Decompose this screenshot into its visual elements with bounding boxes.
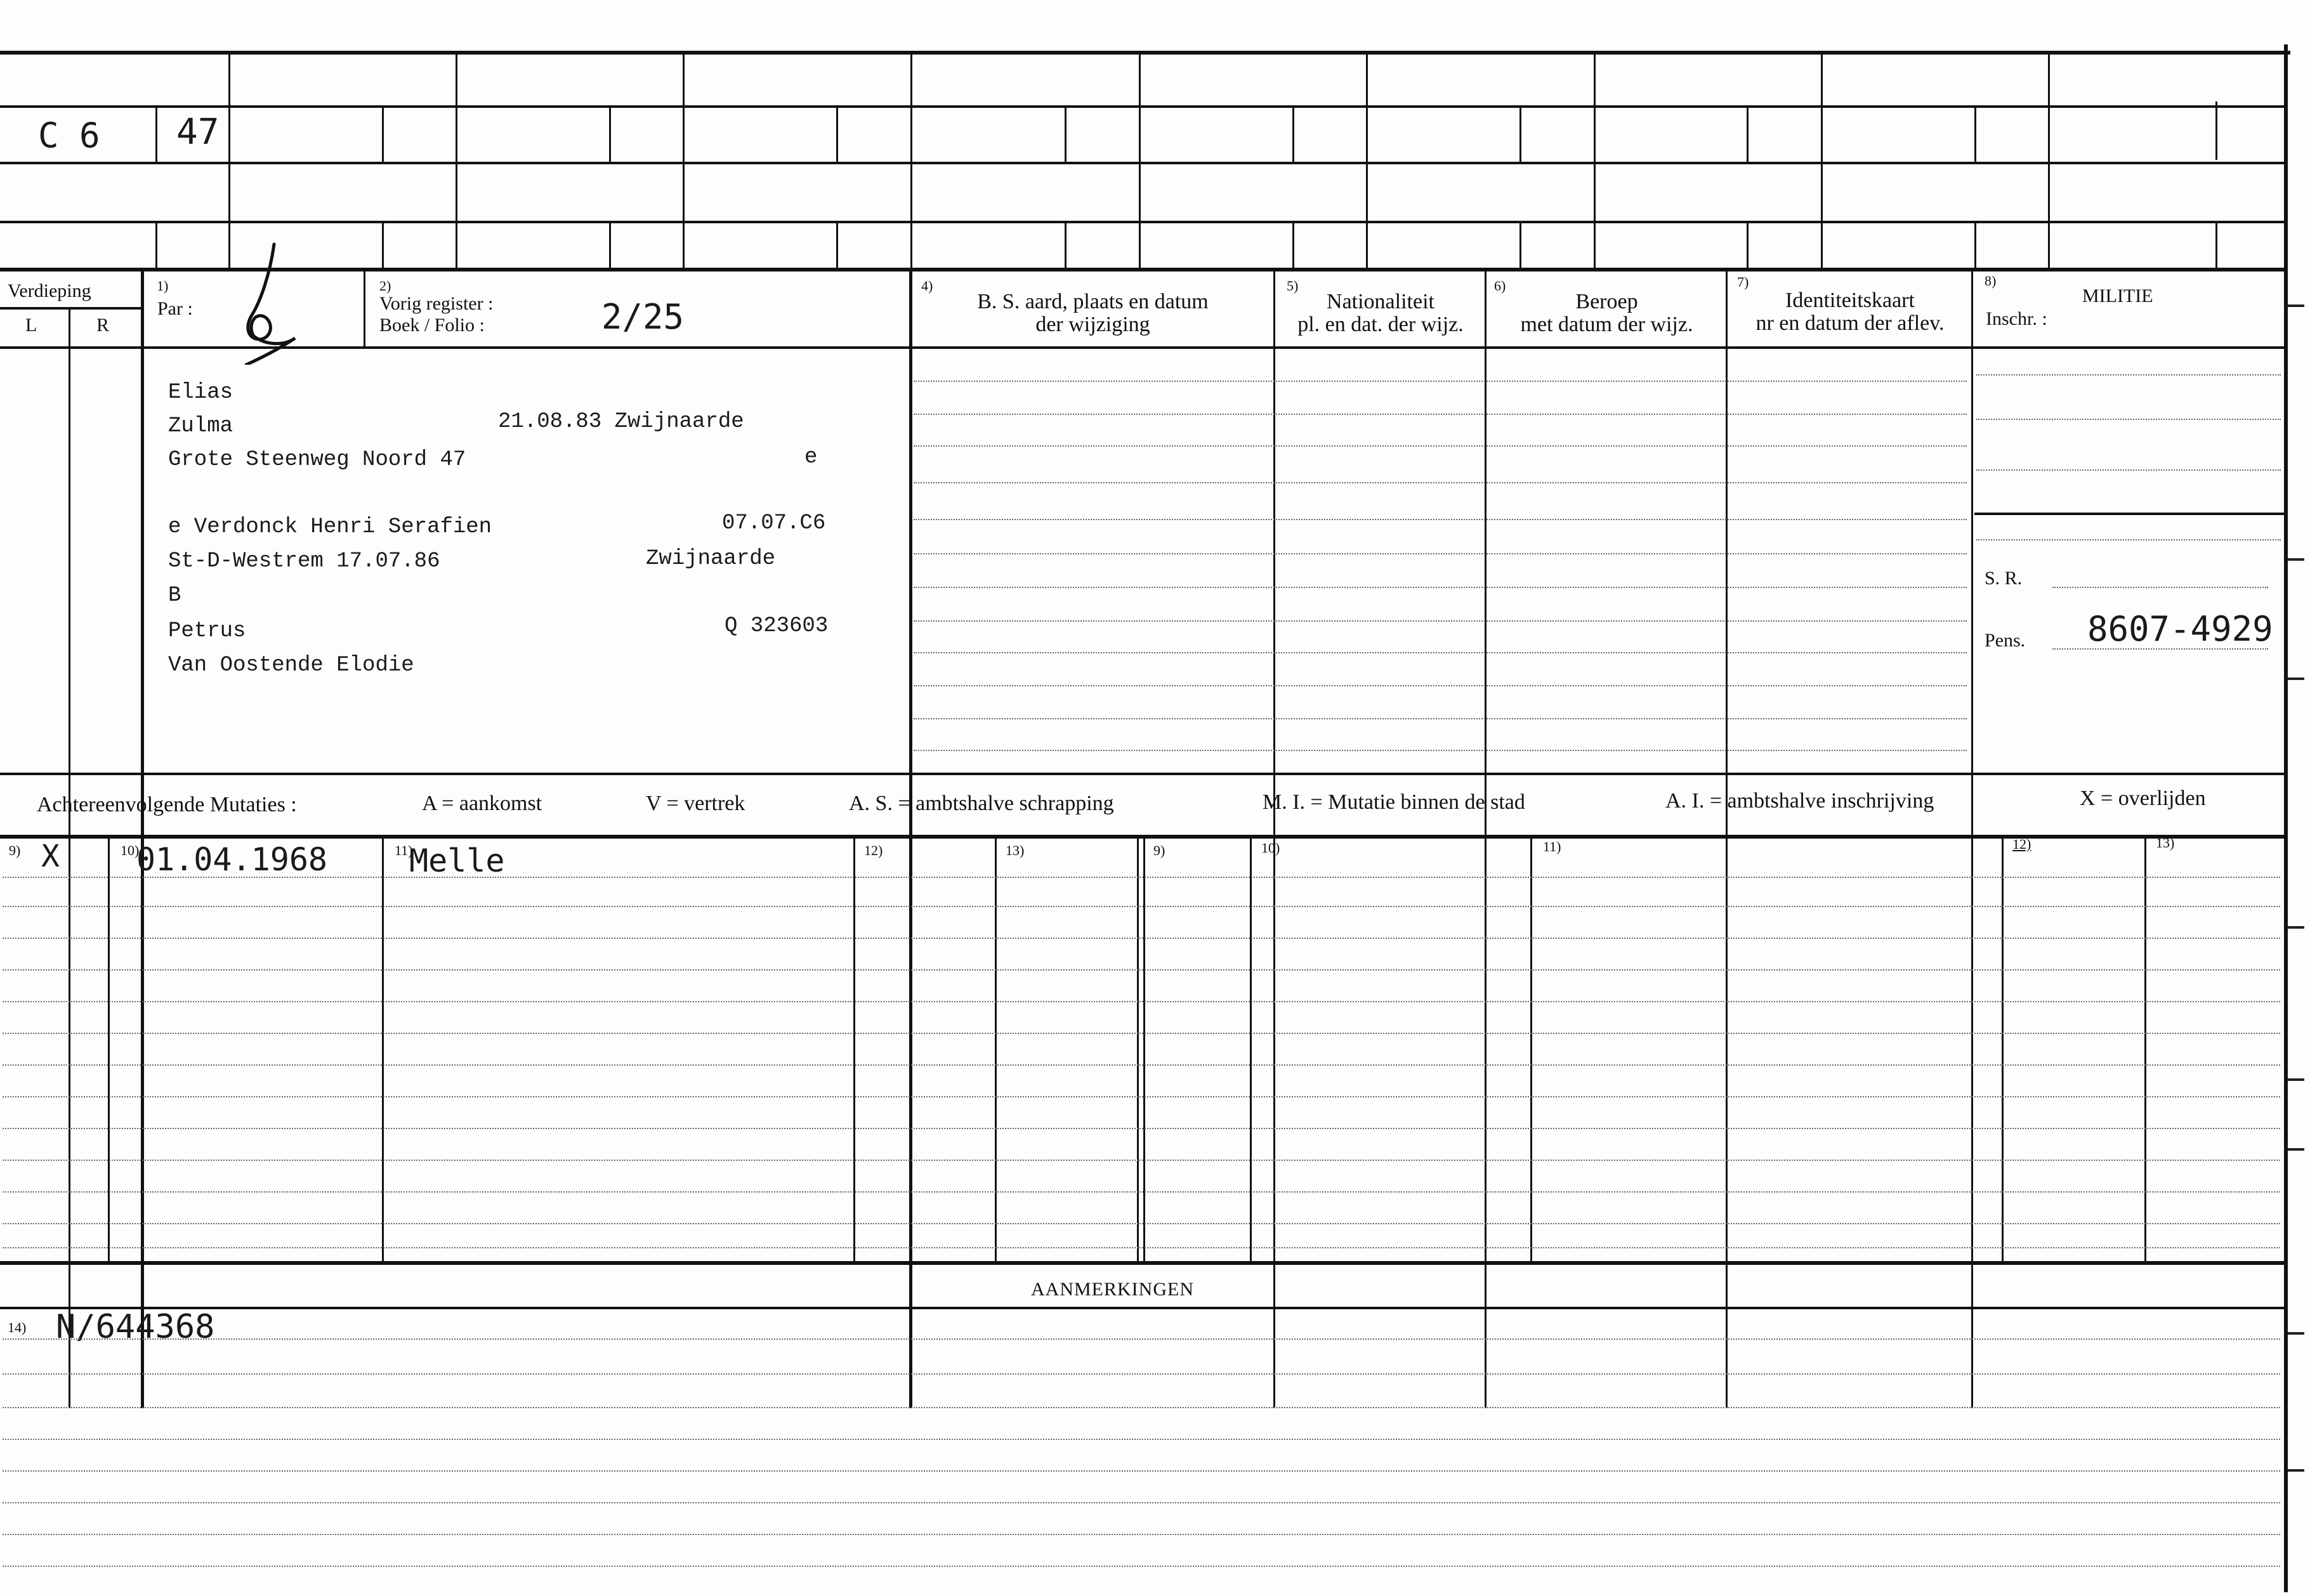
dotted-rule: [3, 1439, 2280, 1440]
remarks-divider: [0, 1307, 2284, 1309]
dotted-rule: [3, 1247, 2280, 1248]
grid-line: [609, 221, 611, 270]
first-name: Zulma: [168, 414, 233, 438]
grid-line: [382, 221, 384, 270]
boek-folio-label: Boek / Folio :: [379, 315, 485, 336]
dotted-rule: [914, 381, 1967, 382]
column-line: [853, 836, 855, 1262]
dotted-rule: [914, 620, 1967, 622]
l-label: L: [25, 315, 37, 336]
address: Grote Steenweg Noord 47: [168, 448, 466, 472]
dotted-rule: [3, 1407, 2280, 1408]
grid-line: [2215, 221, 2217, 270]
mutation-place: Melle: [409, 842, 505, 879]
edge-tick: [2288, 558, 2304, 561]
grid-line: [1747, 221, 1749, 270]
dotted-rule: [1976, 374, 2281, 376]
column-line: [1143, 836, 1145, 1262]
field-number: 1): [157, 278, 169, 294]
edge-tick: [2288, 677, 2304, 680]
r-label: R: [96, 315, 110, 336]
field-number: 14): [8, 1319, 27, 1335]
column-line: [1971, 270, 1973, 1408]
grid-line: [2048, 51, 2050, 270]
marker-e: e: [804, 445, 818, 469]
remarks-title: AANMERKINGEN: [1031, 1279, 1194, 1300]
grid-line: [0, 162, 2284, 164]
dotted-rule: [914, 482, 1967, 483]
mutations-bottom-border: [0, 1261, 2284, 1265]
dotted-rule: [3, 1001, 2280, 1002]
dotted-rule: [3, 1223, 2280, 1224]
grid-line: [1292, 105, 1294, 164]
mutation-type: X: [41, 839, 60, 874]
legend-as: A. S. = ambtshalve schrapping: [849, 792, 1114, 815]
field-number: 2): [379, 278, 391, 294]
col6-header-line1: Beroep: [1575, 290, 1638, 313]
field-number: 12): [864, 842, 883, 858]
sr-label: S. R.: [1985, 568, 2023, 589]
grid-line: [1974, 221, 1976, 270]
spouse-place: Zwijnaarde: [646, 547, 776, 571]
grid-line: [1065, 105, 1066, 164]
dotted-rule: [3, 938, 2280, 939]
column-line: [382, 836, 384, 1262]
grid-line: [228, 51, 230, 270]
par-label: Par :: [157, 298, 193, 319]
mutations-top-border: [0, 835, 2284, 839]
spouse-date: 07.07.C6: [722, 511, 826, 535]
verdieping-divider: [0, 307, 143, 310]
dotted-rule: [2052, 587, 2268, 588]
column-line: [909, 348, 912, 774]
column-line: [1530, 836, 1532, 1262]
grid-line: [1139, 51, 1141, 270]
militie-divider: [1974, 513, 2284, 515]
dotted-rule: [914, 553, 1967, 554]
grid-line: [2215, 101, 2217, 160]
code-b: B: [168, 584, 181, 608]
edge-tick: [2288, 1148, 2304, 1151]
column-line: [1726, 270, 1728, 1408]
header-bottom-line: [0, 346, 2284, 349]
grid-line: [155, 221, 157, 270]
grid-line: [1519, 105, 1521, 164]
column-line: [1250, 836, 1252, 1262]
col5-header-line1: Nationaliteit: [1327, 290, 1434, 313]
grid-line: [910, 51, 912, 270]
edge-tick: [2288, 926, 2304, 929]
field-number: 11): [1543, 839, 1561, 854]
edge-tick: [2288, 1469, 2304, 1472]
column-line: [1273, 270, 1275, 1408]
handwritten-par-mark: [235, 238, 305, 365]
section-border: [0, 773, 2284, 775]
right-border: [2284, 44, 2288, 1592]
dotted-rule: [914, 519, 1967, 520]
grid-line: [0, 221, 2284, 223]
birth-date-place: 21.08.83 Zwijnaarde: [498, 410, 744, 434]
field-number: 12): [2012, 836, 2031, 852]
field-number: 9): [9, 842, 21, 858]
edge-tick: [2288, 1332, 2304, 1335]
father-name: Petrus: [168, 619, 246, 643]
dotted-rule: [3, 906, 2280, 907]
dotted-rule: [2052, 648, 2268, 650]
grid-line: [1974, 105, 1976, 164]
remarks-value: N/644368: [56, 1308, 215, 1346]
col7-header-line1: Identiteitskaart: [1785, 289, 1915, 312]
boek-folio-value: 2/25: [601, 297, 685, 337]
dotted-rule: [3, 877, 2280, 878]
legend-mi: M. I. = Mutatie binnen de stad: [1263, 790, 1525, 814]
field-number: 7): [1737, 274, 1749, 290]
grid-line: [683, 51, 685, 270]
grid-number: 47: [176, 112, 220, 153]
grid-line: [1292, 221, 1294, 270]
grid-code: C 6: [38, 115, 100, 155]
top-border: [0, 51, 2290, 55]
reference-number: Q 323603: [725, 614, 829, 638]
grid-line: [1366, 51, 1368, 270]
dotted-rule: [3, 969, 2280, 971]
column-line: [364, 270, 365, 348]
field-number: 4): [921, 278, 933, 294]
dotted-rule: [3, 1096, 2280, 1097]
legend-x: X = overlijden: [2080, 787, 2206, 810]
column-line: [2002, 836, 2004, 1262]
grid-line: [382, 105, 384, 164]
column-line: [108, 836, 110, 1262]
grid-line: [1065, 221, 1066, 270]
column-line: [995, 836, 997, 1262]
mutation-date: 01.04.1968: [136, 841, 328, 878]
dotted-rule: [1976, 469, 2281, 471]
grid-line: [1519, 221, 1521, 270]
dotted-rule: [914, 652, 1967, 653]
grid-line: [1594, 51, 1596, 270]
inschr-label: Inschr. :: [1986, 308, 2047, 329]
field-number: 9): [1153, 842, 1165, 858]
section-border: [0, 268, 2284, 271]
dotted-rule: [1976, 539, 2281, 540]
legend-a: A = aankomst: [422, 792, 542, 815]
grid-line: [836, 105, 838, 164]
dotted-rule: [1976, 419, 2281, 420]
field-number: 10): [1261, 840, 1280, 856]
col7-header-line2: nr en datum der aflev.: [1755, 311, 1945, 335]
dotted-rule: [3, 1064, 2280, 1066]
field-number: 13): [1006, 842, 1025, 858]
edge-tick: [2288, 304, 2304, 307]
col4-header-line2: der wijziging: [1035, 313, 1150, 336]
vorig-register-label: Vorig register :: [379, 293, 494, 314]
dotted-rule: [3, 1534, 2280, 1535]
column-line: [141, 270, 144, 1408]
dotted-rule: [914, 445, 1967, 447]
dotted-rule: [914, 685, 1967, 686]
column-line: [2144, 836, 2146, 1262]
grid-line: [1821, 51, 1823, 270]
spouse-birthplace-date: St-D-Westrem 17.07.86: [168, 549, 440, 573]
grid-line: [836, 221, 838, 270]
dotted-rule: [914, 587, 1967, 588]
column-line: [1137, 836, 1139, 1262]
verdieping-label: Verdieping: [8, 280, 91, 301]
col4-header-line1: B. S. aard, plaats en datum: [977, 290, 1209, 313]
pension-number: 8607-4929: [2087, 609, 2273, 649]
pens-label: Pens.: [1985, 630, 2026, 651]
field-number: 10): [121, 842, 140, 858]
field-number: 5): [1287, 278, 1299, 294]
militie-label: MILITIE: [2082, 285, 2153, 306]
dotted-rule: [3, 1128, 2280, 1129]
grid-line: [609, 105, 611, 164]
dotted-rule: [914, 750, 1967, 751]
dotted-rule: [3, 1373, 2280, 1375]
edge-tick: [2288, 1078, 2304, 1081]
col5-header-line2: pl. en dat. der wijz.: [1297, 313, 1464, 336]
dotted-rule: [3, 1338, 2280, 1340]
legend-title: Achtereenvolgende Mutaties :: [37, 793, 297, 816]
field-number: 13): [2156, 835, 2175, 851]
dotted-rule: [3, 1191, 2280, 1193]
grid-line: [0, 105, 2284, 108]
dotted-rule: [3, 1160, 2280, 1161]
legend-ai: A. I. = ambtshalve inschrijving: [1665, 789, 1934, 813]
grid-line: [456, 51, 457, 270]
dotted-rule: [914, 718, 1967, 719]
grid-line: [155, 105, 157, 164]
grid-line: [1747, 105, 1749, 164]
given-name: Elias: [168, 381, 233, 405]
spouse-name: e Verdonck Henri Serafien: [168, 515, 492, 539]
mother-name: Van Oostende Elodie: [168, 653, 414, 677]
dotted-rule: [914, 414, 1967, 415]
dotted-rule: [3, 1470, 2280, 1472]
field-number: 6): [1494, 278, 1506, 294]
col6-header-line2: met datum der wijz.: [1520, 313, 1693, 336]
legend-v: V = vertrek: [646, 792, 745, 815]
dotted-rule: [3, 1502, 2280, 1503]
field-number: 11): [395, 842, 413, 858]
column-line: [1485, 270, 1486, 1408]
dotted-rule: [3, 1566, 2280, 1567]
dotted-rule: [3, 1033, 2280, 1034]
field-number: 8): [1985, 273, 1997, 289]
column-line-l-r: [69, 308, 70, 1408]
